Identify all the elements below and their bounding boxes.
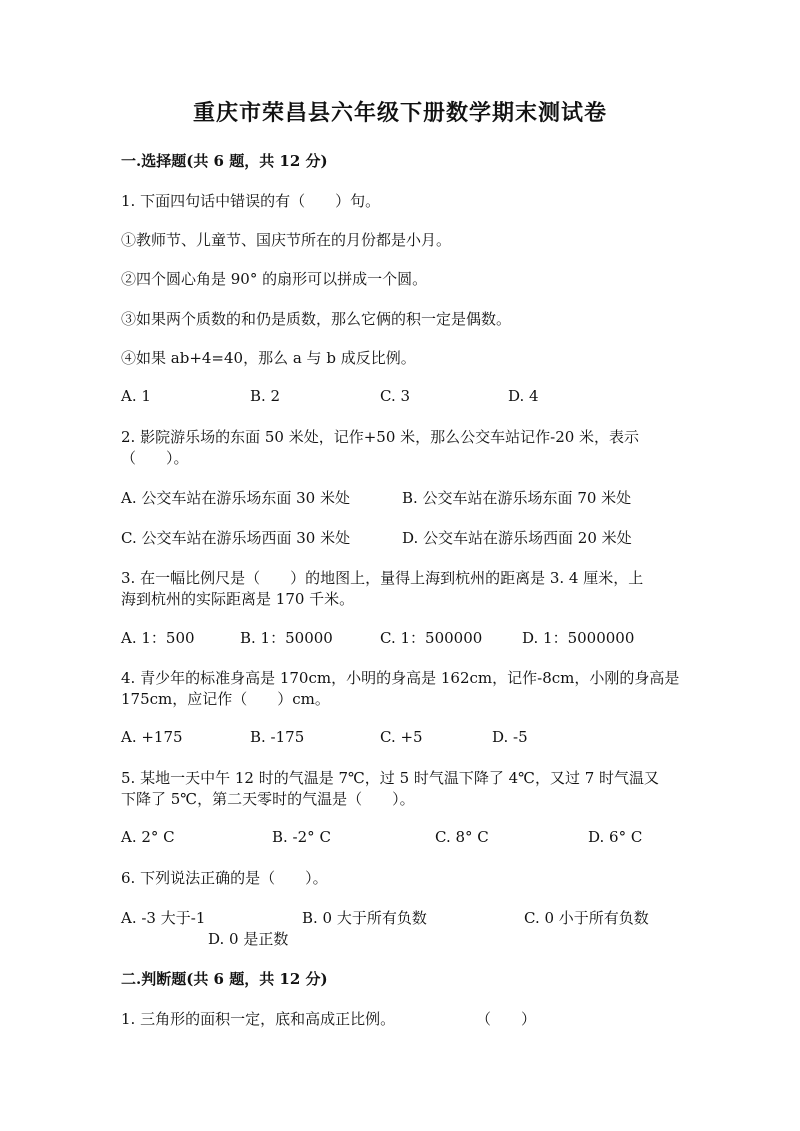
question-5-option-b: B. -2° C [272,828,331,846]
judgement-1-answer-blank: （ ） [476,1010,537,1028]
question-3-option-b: B. 1：50000 [240,629,333,647]
question-1-statement-2: ②四个圆心角是 90° 的扇形可以拼成一个圆。 [121,270,428,288]
question-4-stem-line-2: 175cm，应记作（ ）cm。 [121,690,330,708]
question-3-option-a: A. 1：500 [121,629,195,647]
question-4-option-c: C. +5 [380,728,423,746]
page-title: 重庆市荣昌县六年级下册数学期末测试卷 [192,100,607,126]
question-2-stem-line-2: （ ）。 [121,449,189,467]
question-6-option-b: B. 0 大于所有负数 [302,909,427,927]
question-1-option-a: A. 1 [121,387,151,405]
question-5-option-d: D. 6° C [588,828,643,846]
judgement-1-stem: 1. 三角形的面积一定，底和高成正比例。 [121,1010,396,1028]
question-1-statement-1: ①教师节、儿童节、国庆节所在的月份都是小月。 [121,231,452,249]
question-6-stem: 6. 下列说法正确的是（ ）。 [121,869,328,887]
question-5-stem-line-1: 5. 某地一天中午 12 时的气温是 7℃，过 5 时气温下降了 4℃，又过 7 时气温又 [121,769,660,787]
question-4-option-b: B. -175 [250,728,305,746]
question-1-option-c: C. 3 [380,387,411,405]
question-3-option-d: D. 1：5000000 [522,629,635,647]
question-2-option-a: A. 公交车站在游乐场东面 30 米处 [121,489,350,507]
question-4-option-a: A. +175 [121,728,183,746]
question-6-option-d: D. 0 是正数 [208,930,289,948]
section-heading-judgement: 二.判断题(共 6 题，共 12 分) [121,970,328,988]
section-heading-choice: 一.选择题(共 6 题，共 12 分) [121,152,328,170]
question-5-option-a: A. 2° C [121,828,175,846]
question-2-option-c: C. 公交车站在游乐场西面 30 米处 [121,529,351,547]
question-1-statement-4: ④如果 ab+4=40，那么 a 与 b 成反比例。 [121,349,416,367]
question-5-stem-line-2: 下降了 5℃，第二天零时的气温是（ ）。 [121,790,415,808]
question-3-option-c: C. 1：500000 [380,629,483,647]
question-3-stem-line-1: 3. 在一幅比例尺是（ ）的地图上，量得上海到杭州的距离是 3. 4 厘米，上 [121,569,644,587]
question-4-stem-line-1: 4. 青少年的标准身高是 170cm，小明的身高是 162cm，记作-8cm，小刚的身高是 [121,669,680,687]
question-1-option-b: B. 2 [250,387,281,405]
question-1-statement-3: ③如果两个质数的和仍是质数，那么它俩的积一定是偶数。 [121,310,512,328]
question-1-option-d: D. 4 [508,387,539,405]
question-2-stem-line-1: 2. 影院游乐场的东面 50 米处，记作+50 米，那么公交车站记作-20 米，表示 [121,428,640,446]
question-2-option-b: B. 公交车站在游乐场东面 70 米处 [402,489,632,507]
question-4-option-d: D. -5 [492,728,528,746]
question-5-option-c: C. 8° C [435,828,489,846]
question-1-stem: 1. 下面四句话中错误的有（ ）句。 [121,192,381,210]
question-6-option-a: A. -3 大于-1 [121,909,206,927]
question-2-option-d: D. 公交车站在游乐场西面 20 米处 [402,529,632,547]
question-6-option-c: C. 0 小于所有负数 [524,909,649,927]
question-3-stem-line-2: 海到杭州的实际距离是 170 千米。 [121,590,355,608]
